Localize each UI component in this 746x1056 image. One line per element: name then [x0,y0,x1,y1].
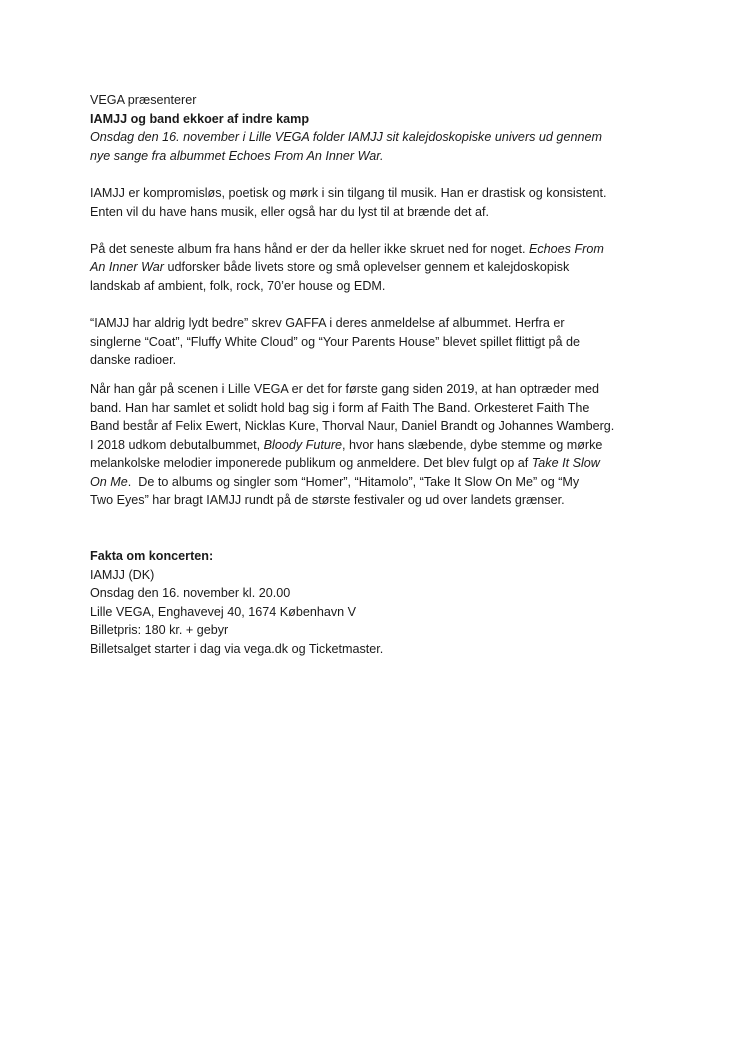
lead-line: nye sange fra albummet Echoes From An Inner War. [90,148,384,163]
facts-section [90,547,660,659]
facts-line: Billetpris: 180 kr. + gebyr [90,623,229,638]
paragraph-2 [90,240,660,296]
kicker [90,91,660,110]
spacer [90,165,660,184]
paragraph-line: landskab af ambient, folk, rock, 70’er house og EDM. [90,278,386,293]
paragraph-line [90,436,660,455]
text-run: I 2018 udkom debutalbummet, [90,437,264,452]
album-title: An Inner War [90,260,164,275]
paragraph-line [90,473,660,492]
spacer [90,370,660,380]
paragraph-line: Two Eyes” har bragt IAMJJ rundt på de største festivaler og ud over landets grænser. [90,493,565,508]
facts-line: Lille VEGA, Enghavevej 40, 1674 København V [90,604,357,619]
text-run: udforsker både livets store og små oplevelser gennem et kalejdoskopisk [163,260,570,275]
lead [90,128,660,165]
paragraph-line: Band består af Felix Ewert, Nicklas Kure, Thorval Naur, Daniel Brandt og Johannes Wamberg. [90,419,615,434]
text-run: . De to albums og singler som “Homer”, “Hitamolo”, “Take It Slow On Me” og “My [127,474,580,489]
paragraph-line: IAMJJ er kompromisløs, poetisk og mørk i sin tilgang til musik. Han er drastisk og konsistent. [90,185,607,200]
headline-text: IAMJJ og band ekkoer af indre kamp [90,111,310,126]
paragraph-line: band. Han har samlet et solidt hold bag sig i form af Faith The Band. Orkesteret Faith The [90,400,590,415]
facts-line: IAMJJ (DK) [90,567,155,582]
facts-heading: Fakta om koncerten: [90,549,214,564]
album-title: Bloody Future [263,437,343,452]
paragraph-line: “IAMJJ har aldrig lydt bedre” skrev GAFFA i deres anmeldelse af albummet. Herfra er [90,316,565,331]
paragraph-line [90,454,660,473]
paragraph-line [90,258,660,277]
paragraph-line: Enten vil du have hans musik, eller også har du lyst til at brænde det af. [90,204,490,219]
spacer [90,510,660,547]
spacer [90,296,660,315]
album-title: On Me [90,474,128,489]
text-run: , hvor hans slæbende, dybe stemme og mørke [342,437,603,452]
facts-line: Onsdag den 16. november kl. 20.00 [90,586,291,601]
lead-line: Onsdag den 16. november i Lille VEGA folder IAMJJ sit kalejdoskopiske univers ud gennem [90,130,602,145]
paragraph-4 [90,380,660,510]
paragraph-line: singlerne “Coat”, “Fluffy White Cloud” og “Your Parents House” blevet spillet flittigt på de [90,334,580,349]
kicker-text: VEGA præsenterer [90,93,197,107]
paragraph-1 [90,184,660,221]
text-run: melankolske melodier imponerede publikum og anmeldere. Det blev fulgt op af [90,456,532,471]
paragraph-line: danske radioer. [90,353,177,368]
spacer [90,221,660,240]
paragraph-line: Når han går på scenen i Lille VEGA er det for første gang siden 2019, at han optræder med [90,381,599,396]
paragraph-3 [90,314,660,370]
press-release [90,91,660,659]
album-title: Take It Slow [531,456,600,471]
text-run: På det seneste album fra hans hånd er der da heller ikke skruet ned for noget. [90,241,529,256]
facts-line: Billetsalget starter i dag via vega.dk og Ticketmaster. [90,642,384,657]
headline [90,110,660,129]
paragraph-line [90,240,660,259]
album-title: Echoes From [528,241,604,256]
